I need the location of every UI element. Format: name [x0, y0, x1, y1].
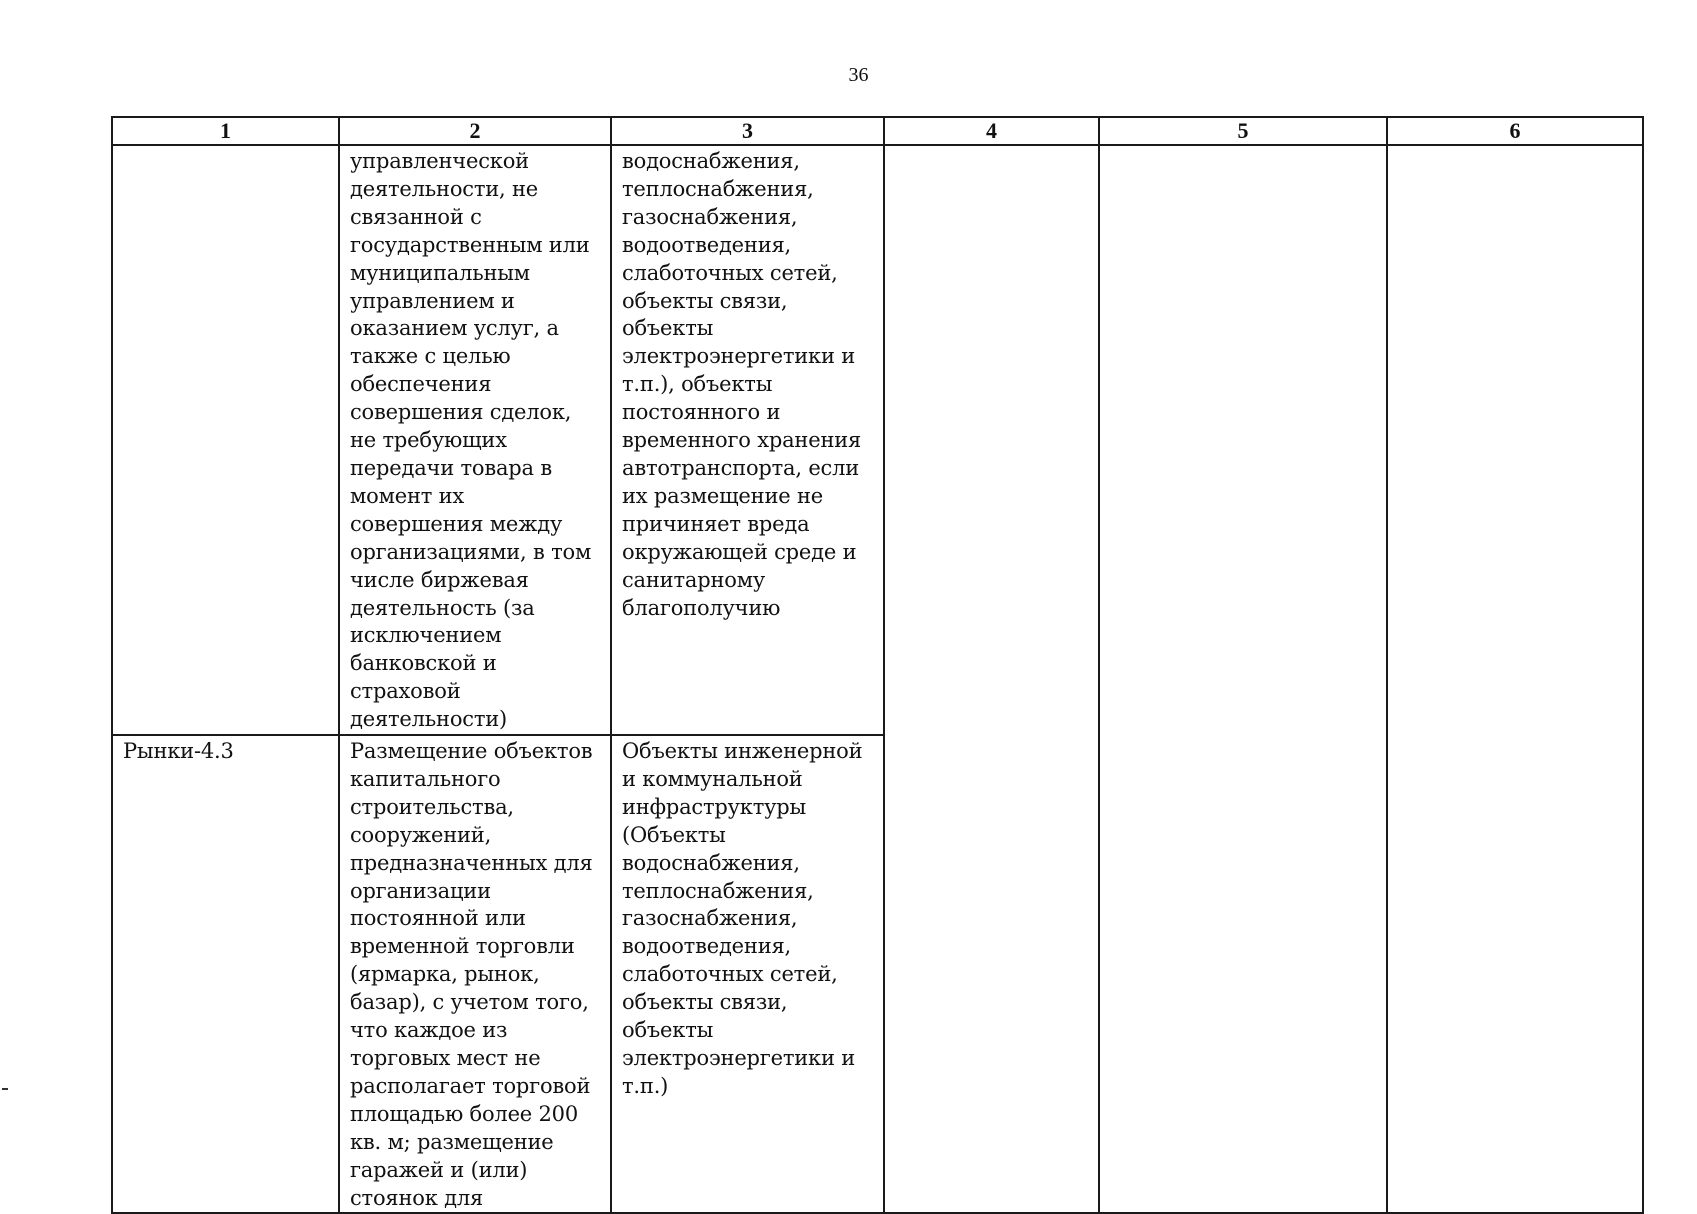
land-use-code-cell [112, 145, 339, 735]
infrastructure-cell [611, 735, 884, 1213]
description-cell [339, 735, 611, 1213]
land-use-description: Размещение объектов капитального строительства, сооружений, предназначенных для организации постоянной или временной торговли (ярмарка, рынок, базар), с учетом того, что каждое из торговых мест не располагает торговой площадью более 200 кв. м; размещение гаражей и (или) стоянок для [350, 739, 593, 1210]
land-use-code: Рынки-4.3 [123, 739, 234, 764]
column-header-2: 2 [339, 117, 611, 145]
zoning-table [111, 116, 1644, 1214]
description-cell [339, 145, 611, 735]
infrastructure-text: Объекты инженерной и коммунальной инфраструктуры (Объекты водоснабжения, теплоснабжения, газоснабжения, водоотведения, слаботочных сетей, объекты связи, объекты электроэнергетики и т.п.) [622, 739, 863, 1098]
column-header-6: 6 [1387, 117, 1643, 145]
table-row [112, 145, 1643, 735]
empty-cell-col4 [884, 145, 1099, 1213]
infrastructure-cell [611, 145, 884, 735]
empty-cell-col6 [1387, 145, 1643, 1213]
column-header-5: 5 [1099, 117, 1387, 145]
infrastructure-text: водоснабжения, теплоснабжения, газоснабжения, водоотведения, слаботочных сетей, объекты связи, объекты электроэнергетики и т.п.), объекты постоянного и временного хранения автотранспорта, если их размещение не причиняет вреда окружающей среде и санитарному благополучию [622, 149, 862, 620]
land-use-description: управленческой деятельности, не связанной с государственным или муниципальным управлением и оказанием услуг, а также с целью обеспечения совершения сделок, не требующих передачи товара в момент их совершения между организациями, в том числе биржевая деятельность (за исключением банковской и страховой деятельности) [350, 149, 592, 732]
column-header-4: 4 [884, 117, 1099, 145]
empty-cell-col5 [1099, 145, 1387, 1213]
land-use-code-cell [112, 735, 339, 1213]
margin-mark [2, 1088, 8, 1090]
header-row [112, 117, 1643, 145]
land-use-code [113, 146, 338, 148]
column-header-3: 3 [611, 117, 884, 145]
column-header-1: 1 [112, 117, 339, 145]
page-number: 36 [848, 64, 869, 86]
